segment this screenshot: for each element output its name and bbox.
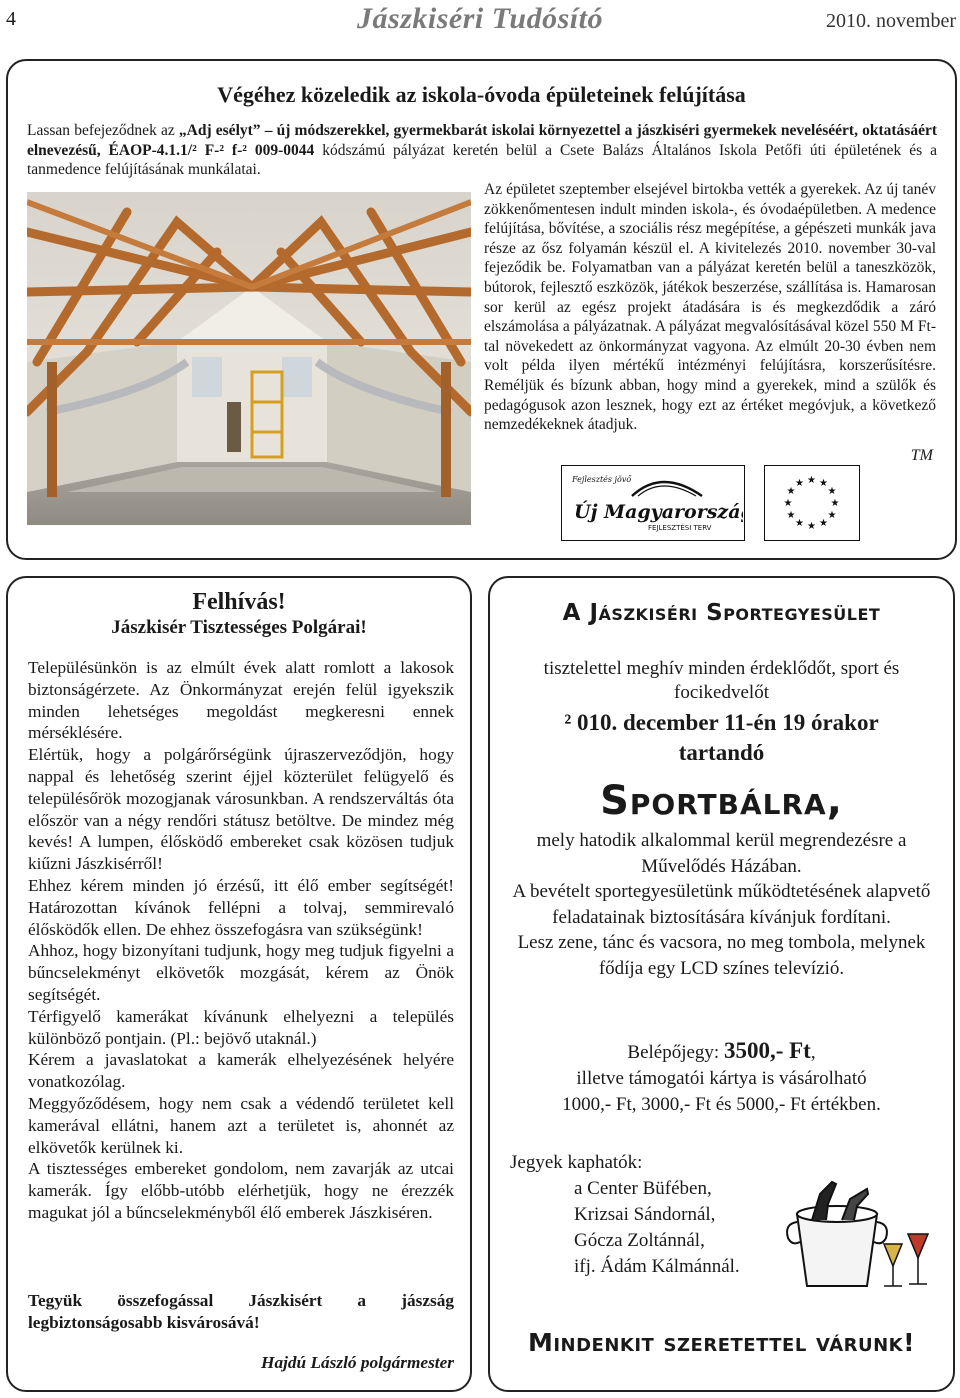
sport-body-3: Lesz zene, tánc és vacsora, no meg tombola, melynek fődíja egy LCD színes televízió. [517, 932, 926, 979]
appeal-title: Felhívás! [192, 589, 286, 615]
uj-magyarorszag-logo [561, 465, 745, 541]
intro-prefix: Lassan befejeződnek az [27, 122, 179, 139]
article-author: TM [910, 447, 933, 464]
ticket-label: Belépőjegy: [627, 1042, 724, 1063]
ticket-sales-list [510, 1150, 740, 1280]
champagne-bucket-icon [772, 1174, 934, 1296]
svg-text:★: ★ [795, 478, 804, 489]
ticket-line-2: illetve támogatói kártya is vásárolható [576, 1068, 867, 1089]
appeal-subtitle: Jászkisér Tisztességes Polgárai! [111, 617, 367, 638]
appeal-signature: Hajdú László polgármester [261, 1353, 454, 1372]
logo-top-text: Fejlesztés jövő [572, 475, 632, 484]
svg-text:★: ★ [819, 478, 828, 489]
sales-title: Jegyek kaphatók: [510, 1152, 643, 1173]
page-number: 4 [6, 8, 16, 30]
ticket-comma: , [810, 1042, 816, 1063]
ticket-price: 3500,- Ft [723, 1038, 811, 1063]
pool-hall-photo [27, 192, 471, 525]
appeal-paragraph: Ahhoz, hogy bizonyítani tudjunk, hogy meg tudjuk figyelni a bűncselekményt elkövetők mozgását, kérem az Önök segítségét. [28, 941, 454, 1004]
appeal-paragraph: Elértük, hogy a polgárőrségünk újraszerveződjön, hogy nappal és lehetőség szerint éjjel közterület felügyelő és településőrök mozogjanak városunkban. A rendszerváltás óta először van a négy rendőri státusz betöltve. De mindez még kevés! A lumpen, élősködő embereket csak közösen tudjuk kiűzni Jászkisérről! [28, 745, 454, 874]
sport-closing: Mindenkit szeretettel várunk! [527, 1328, 916, 1357]
issue-date: 2010. november [826, 10, 956, 32]
appeal-closing: Tegyük összefogással Jászkisért a jászság legbiztonságosabb kisvárosává! [28, 1291, 454, 1332]
appeal-body [28, 657, 454, 1224]
sales-item: Krizsai Sándornál, [574, 1204, 716, 1225]
appeal-paragraph: Meggyőződésem, hogy nem csak a védendő területet kell kamerával ellátni, hanem azt a területet is, ahonnét az elkövetők kerülnek ki. [28, 1093, 454, 1157]
svg-text:★: ★ [827, 486, 837, 497]
sport-invite: tisztelettel meghív minden érdeklődőt, sport és focikedvelőt [543, 658, 900, 703]
svg-text:★: ★ [783, 498, 793, 509]
svg-text:★: ★ [795, 518, 804, 529]
sport-club-title: A Jászkiséri Sportegyesület [562, 600, 881, 626]
mayor-appeal-box [6, 576, 472, 1392]
sport-event-name: Sportbálra, [600, 778, 843, 824]
renovation-article [6, 59, 957, 560]
appeal-paragraph: Térfigyelő kamerákat kívánunk elhelyezni a település különböző pontjain. (Pl.: bejövő utaknál.) [28, 1006, 454, 1048]
svg-text:★: ★ [807, 475, 816, 486]
article-body-text: Az épületet szeptember elsejével birtokba vették a gyerekek. Az új tanév zökkenőmentesen indult minden iskola-, és óvodaépületben. A medence felújítása, bővítése, a szociális rész megépítése, a gépészeti munkák java része az ősz folyamán készül el. A kivitelezés 2010. november 30-val fejeződik be. Folyamatban van a pályázat keretén belül a taneszközök, bútorok, fejlesztő eszközök, játékok beszerzése, szállítása is. Hamarosan sor kerül az egész projekt átadására is és megkezdődik a záró elszámolása a pályázatnak. A pályázat megvalósításával közel 550 M Ft-tal növekedett az önkormányzat vagyona. Az elmúlt 20-30 évben nem volt példa ilyen mértékű intézményi felújításra, korszerűsítésre. Reméljük és bízunk abban, hogy mind a gyerekek, mind a szülők és pedagógusok azon lesznek, hogy ezt az értéket megóvjuk, a következő nemzedékeknek átadjuk. [484, 181, 936, 434]
svg-text:★: ★ [827, 510, 837, 521]
appeal-paragraph: Kérem a javaslatokat a kamerák elhelyezésének helyére vonatkozólag. [28, 1050, 454, 1092]
sales-item: a Center Büfében, [574, 1178, 712, 1199]
svg-text:★: ★ [807, 521, 816, 532]
sport-ball-box [488, 576, 955, 1392]
intro-rest: kódszámú pályázat keretén belül a Csete Balázs Általános Iskola Petőfi úti épületének és a tanmedence felújításának munkálatai. [27, 141, 937, 178]
article-body [484, 180, 936, 435]
svg-text:★: ★ [786, 486, 796, 497]
sport-date-line-2: tartandó [678, 740, 765, 765]
ticket-line-3: 1000,- Ft, 3000,- Ft és 5000,- Ft értékben. [562, 1094, 881, 1115]
sport-date [500, 708, 943, 768]
sport-date-line: ² 010. december 11-én 19 órakor [564, 710, 879, 735]
logo-main-text: Új Magyarország [574, 501, 743, 523]
article-title: Végéhez közeledik az iskola-óvoda épületeinek felújítása [217, 82, 746, 107]
svg-text:★: ★ [786, 510, 796, 521]
appeal-paragraph: A tisztességes embereket gondolom, nem zavarják az utcai kamerák. Így előbb-utóbb elérhetjük, hogy ne érezzék magukat jól a bűncselekményből élő emberek Jászkiséren. [28, 1159, 454, 1222]
sport-body-1: mely hatodik alkalommal kerül megrendezésre a Művelődés Házában. [536, 830, 907, 877]
appeal-paragraph: Településünkön is az elmúlt évek alatt romlott a lakosok biztonságérzete. Az Önkormányzat erején felül igyekszik minden lehetséges megoldást megkeresni ennek mérséklésére. [28, 658, 454, 743]
appeal-paragraph: Ehhez kérem minden jó érzésű, itt élő ember segítségét! Határozottan kívánok fellépni a tolvaj, semmirevaló élősködők ellen. De ehhez összefogásra van szükségünk! [28, 875, 454, 939]
intro-project-name: „Adj esélyt” – új módszerekkel, gyermekbarát iskolai környezettel a jászkiséri gyermekek neveléséért, oktatásáért elnevezésű, ÉAOP-4.1.1/² F-² f-² 009-0044 [27, 122, 937, 159]
sport-body-2: A bevételt sportegyesületünk működtetésének alapvető feladatainak biztosítására kívánjuk fordítani. [512, 881, 931, 928]
article-intro [27, 121, 937, 180]
newspaper-title: Jászkiséri Tudósító [357, 2, 603, 35]
logo-sub-text: FEJLESZTÉSI TERV [648, 524, 712, 532]
sport-ticket-info [500, 1038, 943, 1118]
sales-item: Gócza Zoltánnál, [574, 1230, 705, 1251]
svg-text:★: ★ [819, 518, 828, 529]
svg-text:★: ★ [830, 498, 840, 509]
sport-body [500, 828, 943, 981]
eu-flag-logo [764, 465, 860, 541]
sales-item: ifj. Ádám Kálmánnál. [574, 1256, 740, 1277]
